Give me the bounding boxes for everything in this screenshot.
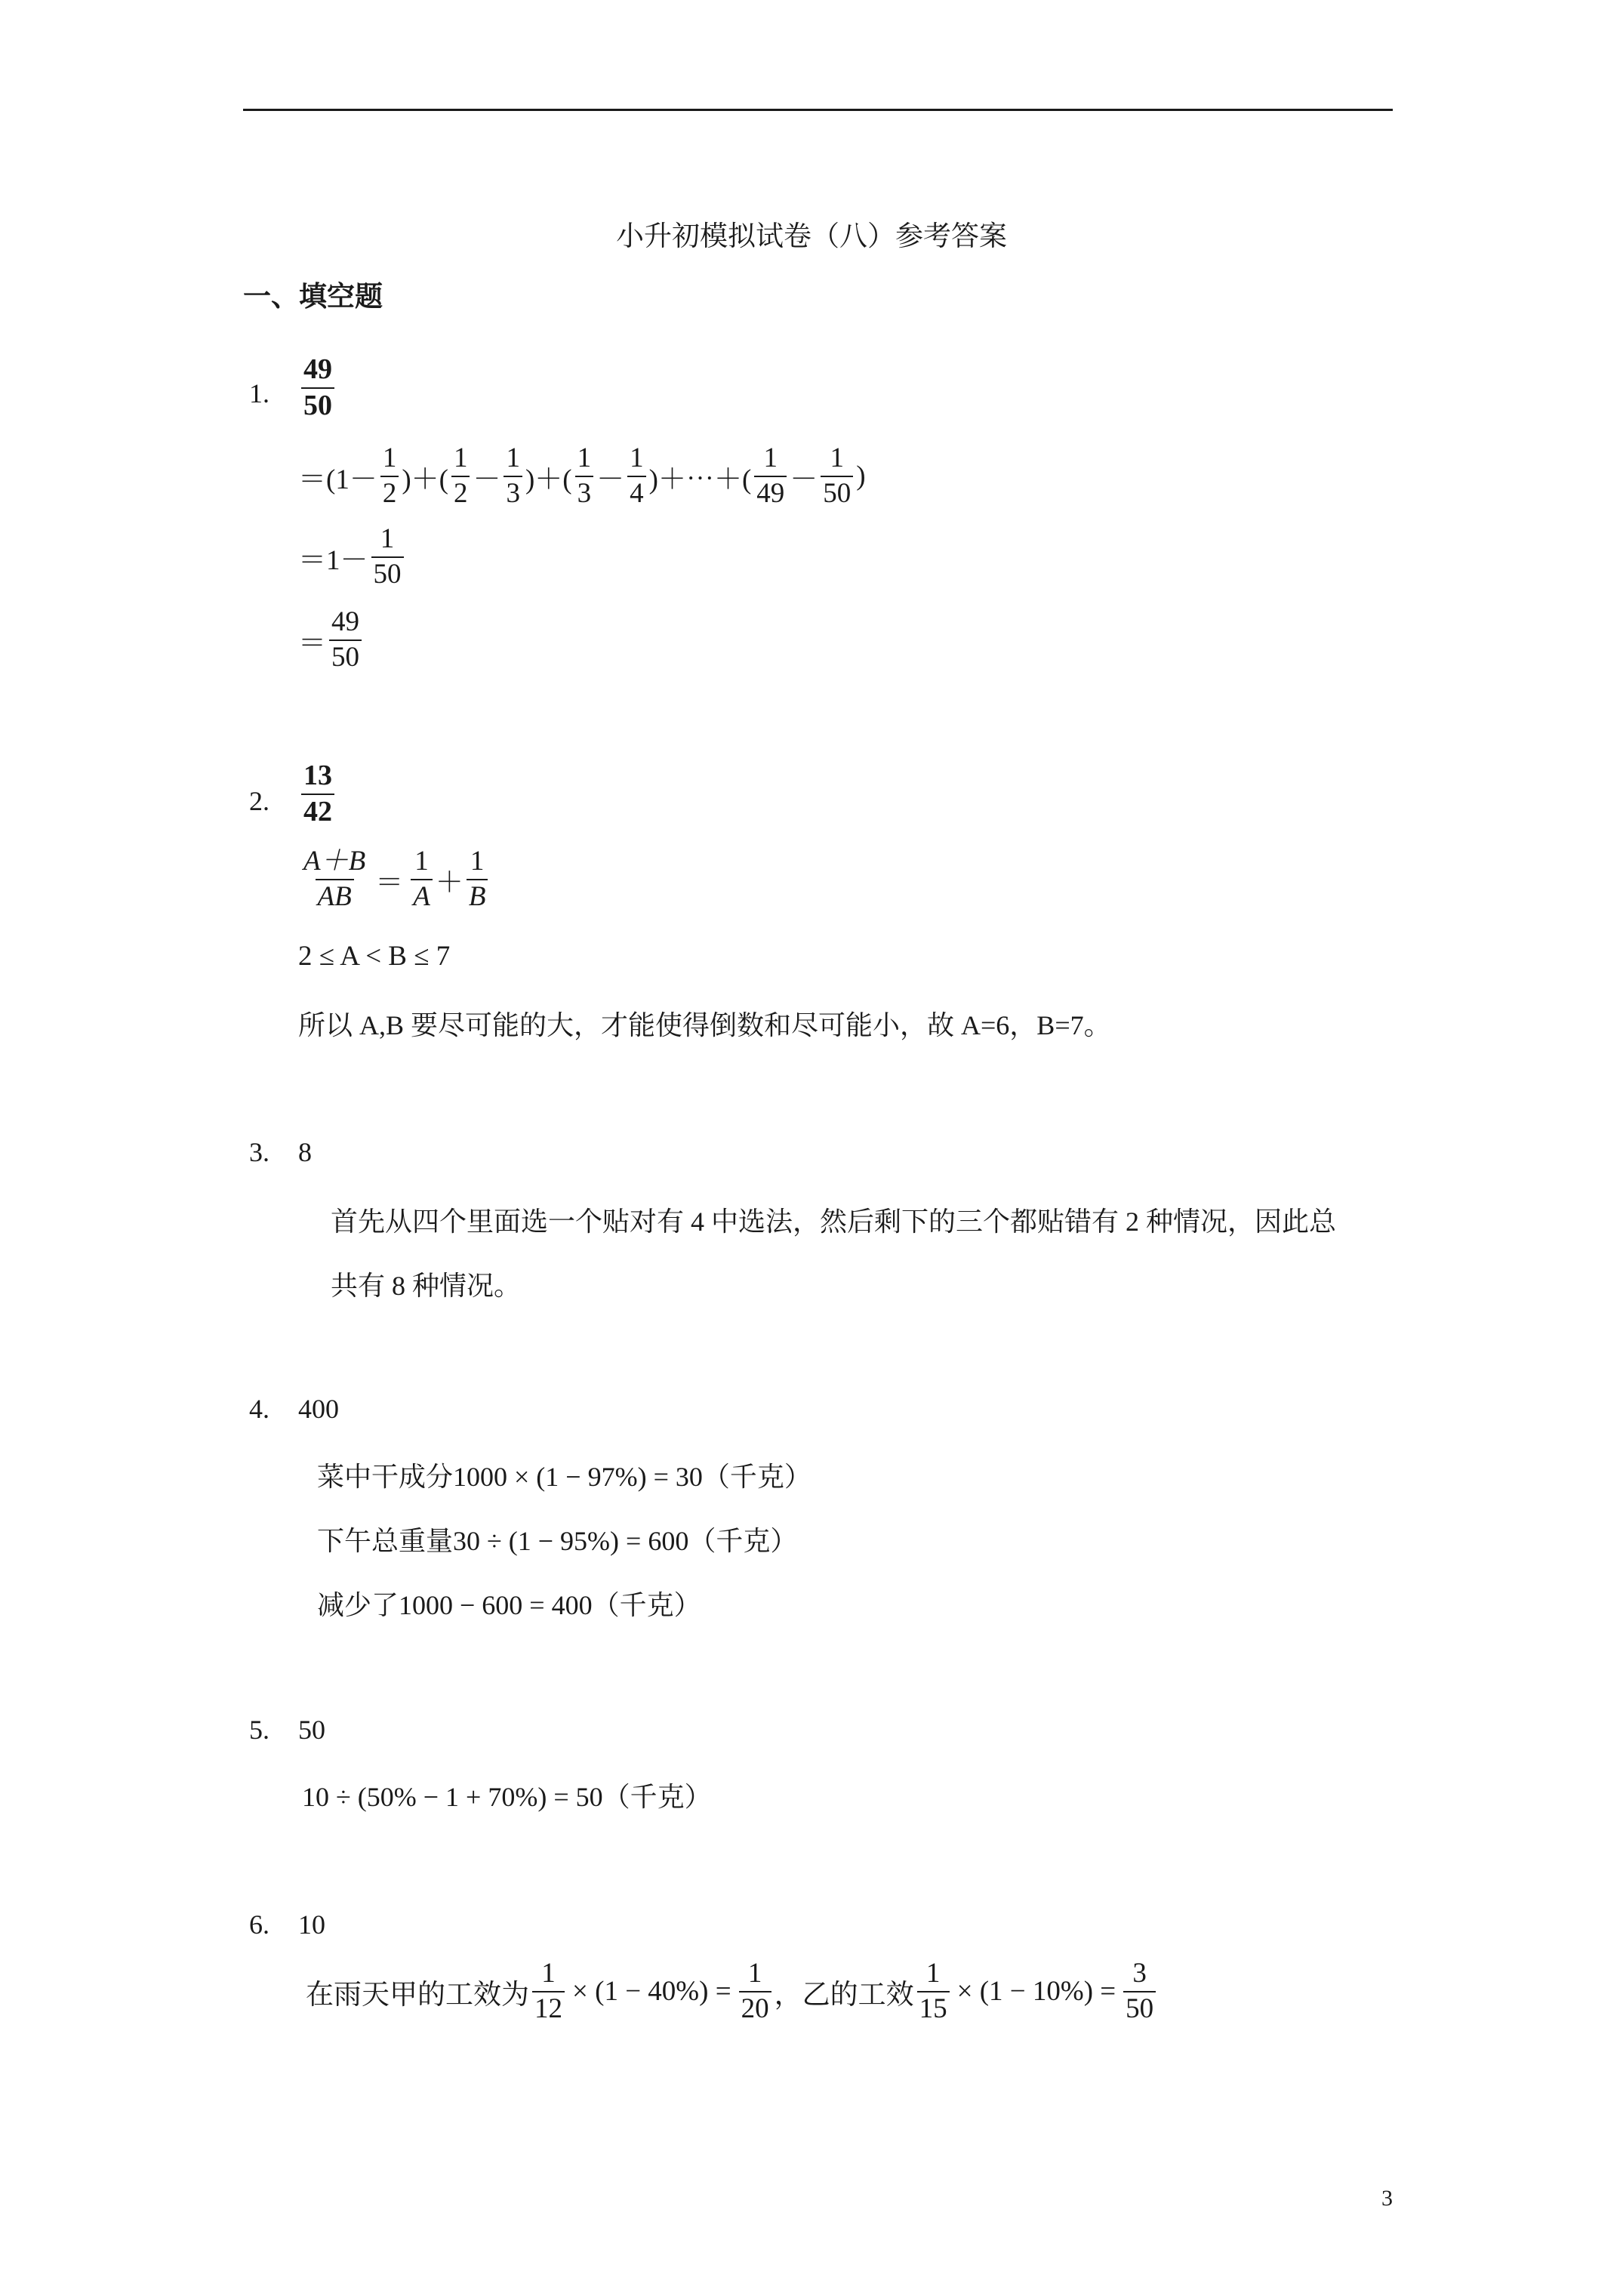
q1-frac-3: $\frac{1}{3}$ xyxy=(504,444,522,509)
q5-number: 5. xyxy=(249,1715,269,1745)
q4-step-3: 减少了1000 − 600 = 400（千克） xyxy=(317,1590,701,1620)
q2-frac-a: $\frac{A+B}{AB}$ xyxy=(303,846,366,912)
q1-frac-1: $\frac{1}{2}$ xyxy=(380,444,399,509)
header-rule xyxy=(243,109,1393,111)
q1-step-3: ＝ $\frac{49}{50}$ xyxy=(298,608,365,673)
q1-frac-5: $\frac{1}{4}$ xyxy=(627,444,646,509)
q2-answer xyxy=(298,761,337,827)
page-number: 3 xyxy=(1381,2186,1393,2211)
q1-frac-2: $\frac{1}{2}$ xyxy=(451,444,470,509)
q1-frac-6: $\frac{1}{49}$ xyxy=(754,444,787,509)
q1-step-2-frac: $\frac{1}{50}$ xyxy=(371,525,404,590)
q2-answer-fraction: $\frac{13}{42}$ xyxy=(301,761,334,827)
q6-step-1: 在雨天甲的工效为 $\frac{1}{12}$ × (1 − 40%) = $\frac{1}{20}$ ，乙的工效 $\frac{1}{15}$ × (1 − 10%) = $\frac{3}{50}$ xyxy=(306,1959,1159,2024)
q1-step-1: ＝(1－ $\frac{1}{2}$ )＋( $\frac{1}{2}$ － $\frac{1}{3}$ )＋( $\frac{1}{3}$ － $\frac{1}{4}$ )＋⋯＋( $\frac{1}{49}$ － $\frac{1}{50}$ ) xyxy=(298,442,866,509)
q2-inequality: 2 ≤ A < B ≤ 7 xyxy=(298,941,451,972)
q6-frac-3: $\frac{1}{15}$ xyxy=(917,1959,950,2024)
q1-frac-7: $\frac{1}{50}$ xyxy=(821,444,853,509)
q2-explanation: 所以 A,B 要尽可能的大，才能使得倒数和尽可能小，故 A=6，B=7。 xyxy=(298,1010,1111,1040)
section-heading: 一、填空题 xyxy=(243,282,383,313)
q4-answer: 400 xyxy=(298,1394,339,1424)
q2-frac-b: $\frac{1}{A}$ xyxy=(411,847,433,912)
q4-step-2: 下午总重量30 ÷ (1 − 95%) = 600（千克） xyxy=(317,1526,798,1556)
q4-number: 4. xyxy=(249,1394,269,1424)
q1-answer xyxy=(298,355,337,421)
q2-step-1: $\frac{A+B}{AB}$ ＝ $\frac{1}{A}$ ＋ $\frac{1}{B}$ xyxy=(298,847,491,912)
q5-step-1: 10 ÷ (50% − 1 + 70%) = 50（千克） xyxy=(302,1782,712,1812)
q3-explanation-line-1: 首先从四个里面选一个贴对有 4 中选法，然后剩下的三个都贴错有 2 种情况，因此总 xyxy=(331,1207,1337,1237)
q1-number: 1. xyxy=(249,378,269,408)
page-title: 小升初模拟试卷（八）参考答案 xyxy=(616,221,1007,252)
q6-frac-1: $\frac{1}{12}$ xyxy=(532,1959,565,2024)
q1-answer-fraction: $\frac{49}{50}$ xyxy=(301,355,334,421)
q6-frac-4: $\frac{3}{50}$ xyxy=(1123,1959,1156,2024)
q3-number: 3. xyxy=(249,1137,269,1167)
q6-answer: 10 xyxy=(298,1909,325,1940)
q1-step-2: ＝1－ $\frac{1}{50}$ xyxy=(298,525,407,590)
q2-number: 2. xyxy=(249,786,269,816)
q1-step-3-frac: $\frac{49}{50}$ xyxy=(329,608,362,673)
q4-step-1: 菜中干成分1000 × (1 − 97%) = 30（千克） xyxy=(317,1462,812,1492)
q6-frac-2: $\frac{1}{20}$ xyxy=(739,1959,771,2024)
q2-frac-c: $\frac{1}{B}$ xyxy=(467,847,488,912)
q3-answer: 8 xyxy=(298,1137,312,1167)
q1-frac-4: $\frac{1}{3}$ xyxy=(575,444,594,509)
q5-answer: 50 xyxy=(298,1715,325,1745)
q3-explanation-line-2: 共有 8 种情况。 xyxy=(331,1271,522,1301)
q6-number: 6. xyxy=(249,1909,269,1940)
